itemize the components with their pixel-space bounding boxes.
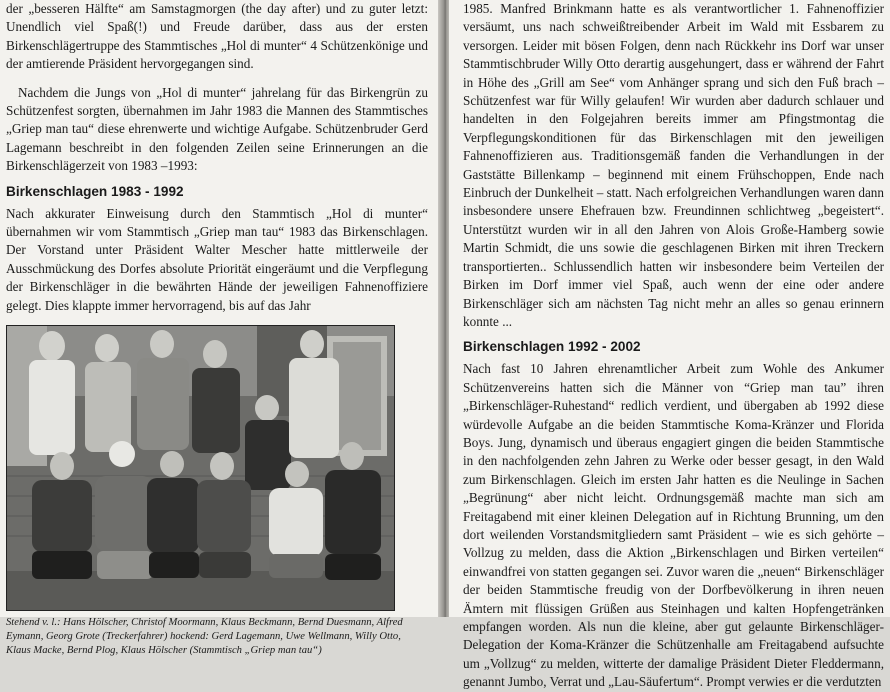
section-heading-1992: Birkenschlagen 1992 - 2002 — [463, 339, 641, 355]
left-paragraph-2: Nachdem die Jungs von „Hol di munter“ jahrelang für das Birkengrün zu Schützenfest sorgten, übernahmen im Jahr 1983 die Mannen des Stammtisches „Griep man tau“ diese ehrenwerte und wichtige Aufgabe. Schützenbruder Gerd Lagemann beschreibt in den folgenden Zeilen seine Erinnerungen an die Birkenschlägerzeit von 1983 –1993: — [6, 84, 428, 174]
left-page — [0, 0, 440, 657]
group-photo-illustration — [7, 326, 394, 610]
right-paragraph-1: 1985. Manfred Brinkmann hatte es als verantwortlicher 1. Fahnenoffizier versäumt, uns nach schweißtreibender Arbeit im Wald mit Essbarem zu versorgen. Leider mit bösen Folgen, denn nach Rückkehr ins Dorf war unser Stammtischbruder Willy Otto derartig ausgehungert, dass er während der Fahrt in Höhe des „Grill am See“ vom Anhänger sprang und sich den Fuß brach – Schützenfest war für Willy gelaufen! Wir wurden aber dadurch schlauer und handelten in den Folgejahren bereits immer am Pfingstmontag die Verpflegungskonditionen für das Birkenschlagen mit den jeweiligen Fahnenoffizieren aus. Traditionsgemäß fanden die Verhandlungen in der Gaststätte Billenkamp – beginnend mit einem Frühschoppen, Ende nach Einbruch der Dunkelheit – statt. Nach erfolgreichen Verhandlungen waren dann insbesondere unsere Ehefrauen bzw. Freundinnen schlichtweg „begeistert“. Unterstützt wurden wir in all den Jahren von Alois Große-Hamberg sowie Martin Schmidt, die uns sowie die geschlagenen Birken mit ihren Treckern transportierten.. Schlussendlich hatten wir insbesondere beim Verteilen der Birken im Dorf immer viel Spaß, auch wenn der eine oder andere Birkenschläger sich am nächsten Tag nicht mehr an alles so genau erinnern konnte ... — [463, 1, 884, 329]
group-photo — [6, 325, 395, 611]
right-paragraph-2: Nach fast 10 Jahren ehrenamtlicher Arbeit zum Wohle des Ankumer Schützenvereins hatten sich die Männer von “Griep man tau” ihren „Birkenschläger-Ruhestand“ redlich verdient, und übergaben ab 1992 diese würdevolle Aufgabe an die beiden Stammtische Koma-Kränzer und Florida Boys. Jung, dynamisch und überaus engagiert gingen die beiden Stammtische in den nachfolgenden zehn Jahren zu Werke oder besser gesagt, in den Wald zum Birkenschlagen. Gleich im ersten Jahr hatten es die Neulinge in Sachen „Begrünung“ aber nicht leicht. Ordnungsgemäß machte man sich am Freitagabend mit einer kleinen Delegation auf in Richtung Brunning, um den dort weilenden Vorstandsmitgliedern samt Präsident – wie es sich gehörte – Vollzug zu melden, dass die Aktion „Birkenschlagen und Birken verteilen“ einwandfrei von statten gegangen sei. Zuvor waren die „neuen“ Birkenschläger der beiden Stammtische freudig von der Dorfbevölkerung in ihren neuen Ämtern mit flüssigen Grüßen aus Steinhagen und kalten Hopfengetränken empfangen worden. Als nun die kleine, aber gut gelaunte Birkenschläger-Delegation der Koma-Kränzer die Schützenhalle am Freitagabend aufsuchte um „Vollzug“ zu melden, witterte der damalige Präsident Dieter Fleddermann, genannt Jumbo, Verrat und „Lau-Säufertum“. Prompt verwies er die verdutzten — [463, 361, 884, 690]
left-paragraph-3: Nach akkurater Einweisung durch den Stammtisch „Hol di munter“ übernahmen wir vom Stammtisch „Griep man tau“ 1983 das Birkenschlagen. Der Vorstand unter Präsident Walter Mescher hatte mittlerweile der Ausschmückung des Dorfes absolute Priorität eingeräumt und die Verpflegung der Birkenschläger in die bewährten Hände der jeweiligen Fahnenoffiziere gelegt. Dies klappte immer hervorragend, bis auf das Jahr — [6, 205, 428, 313]
section-heading-1983: Birkenschlagen 1983 - 1992 — [6, 183, 184, 199]
photo-caption: Stehend v. l.: Hans Hölscher, Christof Moormann, Klaus Beckmann, Bernd Duesmann, Alfred Eymann, Georg Grote (Treckerfahrer) hockend: Gerd Lagemann, Uwe Wellmann, Willy Otto, Klaus Macke, Bernd Plog, Klaus Hölscher (Stammtisch „Griep man tau“) — [6, 617, 403, 657]
left-paragraph-1: der „besseren Hälfte“ am Samstagmorgen (the day after) und zu guter letzt: Unendlich viel Spaß(!) und Freude darüber, dass aus der ersten Birkenschlägertruppe des Stammtisches „Hol di munter“ 4 Schützenkönige und der amtierende Präsident hervorgegangen sind. — [6, 1, 428, 72]
right-page — [449, 0, 890, 690]
